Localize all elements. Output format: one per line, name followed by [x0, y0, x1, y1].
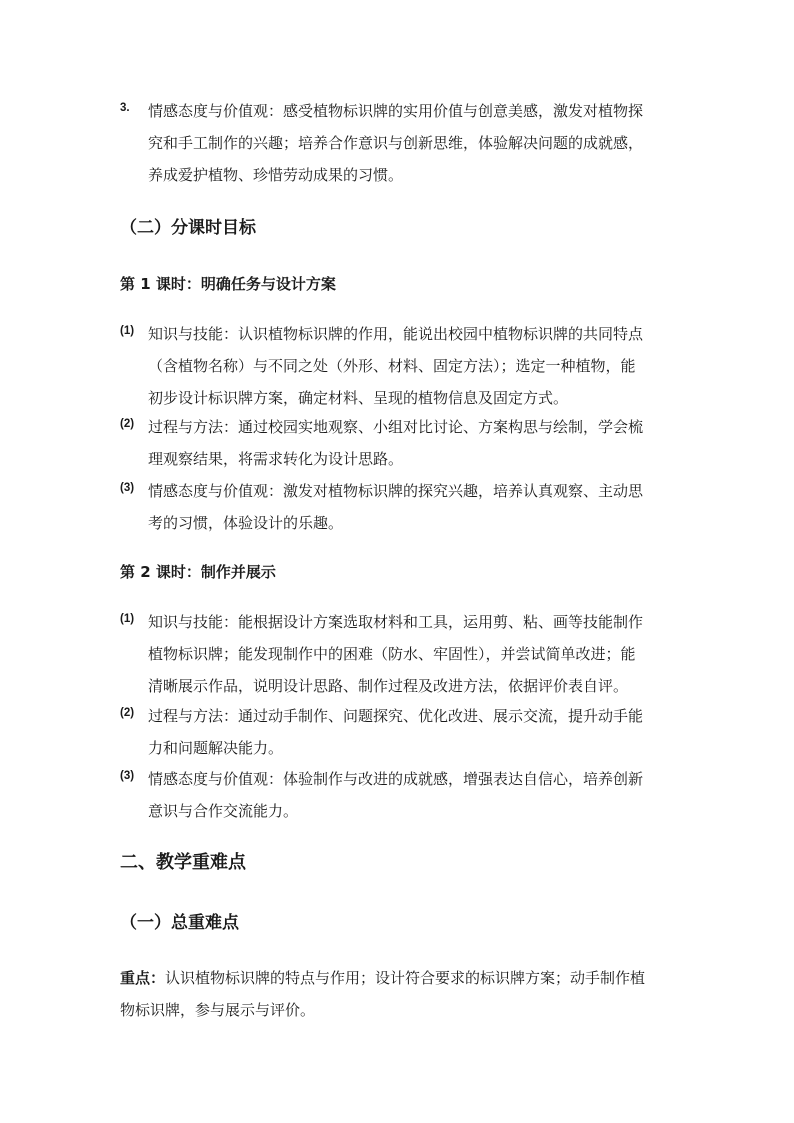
- text-line: 知识与技能：能根据设计方案选取材料和工具，运用剪、粘、画等技能制作: [148, 613, 644, 631]
- list-item-text: [148, 475, 678, 539]
- text-line: 理观察结果，将需求转化为设计思路。: [148, 450, 404, 468]
- lesson-1-title: 第 1 课时：明确任务与设计方案: [120, 275, 336, 293]
- text-line: 清晰展示作品，说明设计思路、制作过程及改进方法，依据评价表自评。: [148, 677, 629, 695]
- text-line: 初步设计标识牌方案，确定材料、呈现的植物信息及固定方式。: [148, 389, 569, 407]
- text-line: 意识与合作交流能力。: [148, 802, 299, 820]
- list-number: (2): [120, 707, 135, 719]
- list-item-text: [148, 606, 678, 702]
- text-line: [120, 962, 690, 994]
- text-line: （含植物名称）与不同之处（外形、材料、固定方法）；选定一种植物，能: [148, 357, 636, 375]
- list-item-text: [148, 763, 678, 827]
- text-line: 情感态度与价值观：激发对植物标识牌的探究兴趣，培养认真观察、主动思: [148, 482, 644, 500]
- goal-item-3: [0, 95, 794, 195]
- list-number: (3): [120, 482, 135, 494]
- text-line: 过程与方法：通过动手制作、问题探究、优化改进、展示交流，提升动手能: [148, 707, 644, 725]
- key-points-text: 认识植物标识牌的特点与作用；设计符合要求的标识牌方案；动手制作植: [165, 969, 646, 987]
- text-line: 究和手工制作的兴趣；培养合作意识与创新思维，体验解决问题的成就感，: [148, 134, 644, 152]
- key-points-paragraph: [120, 962, 690, 1026]
- lesson-1-item-2: [0, 411, 794, 477]
- list-number: (2): [120, 418, 135, 430]
- list-item-text: [148, 411, 678, 475]
- text-line: 力和问题解决能力。: [148, 739, 284, 757]
- section-heading: 二、教学重难点: [120, 852, 246, 873]
- sub-heading: （一）总重难点: [120, 913, 239, 933]
- text-line: 情感态度与价值观：感受植物标识牌的实用价值与创意美感，激发对植物探: [148, 102, 644, 120]
- list-number: (3): [120, 770, 135, 782]
- text-line: 物标识牌，参与展示与评价。: [120, 1001, 316, 1019]
- list-number: (1): [120, 325, 135, 337]
- list-number: (1): [120, 613, 135, 625]
- text-line: 情感态度与价值观：体验制作与改进的成就感，增强表达自信心，培养创新: [148, 770, 644, 788]
- lesson-1-item-3: [0, 475, 794, 541]
- text-line: 过程与方法：通过校园实地观察、小组对比讨论、方案构思与绘制，学会梳: [148, 418, 644, 436]
- text-line: 植物标识牌；能发现制作中的困难（防水、牢固性），并尝试简单改进；能: [148, 645, 636, 663]
- list-item-text: [148, 318, 678, 414]
- sub-heading: （二）分课时目标: [120, 218, 256, 238]
- key-points-label: 重点：: [120, 969, 166, 987]
- list-number: 3.: [120, 102, 130, 114]
- list-item-text: [148, 95, 678, 191]
- lesson-2-item-3: [0, 763, 794, 829]
- lesson-2-item-1: [0, 606, 794, 706]
- text-line: 考的习惯，体验设计的乐趣。: [148, 514, 344, 532]
- text-line: 养成爱护植物、珍惜劳动成果的习惯。: [148, 166, 404, 184]
- text-line: 知识与技能：认识植物标识牌的作用，能说出校园中植物标识牌的共同特点: [148, 325, 644, 343]
- lesson-1-item-1: [0, 318, 794, 418]
- list-item-text: [148, 700, 678, 764]
- lesson-2-title: 第 2 课时：制作并展示: [120, 563, 276, 581]
- lesson-2-item-2: [0, 700, 794, 766]
